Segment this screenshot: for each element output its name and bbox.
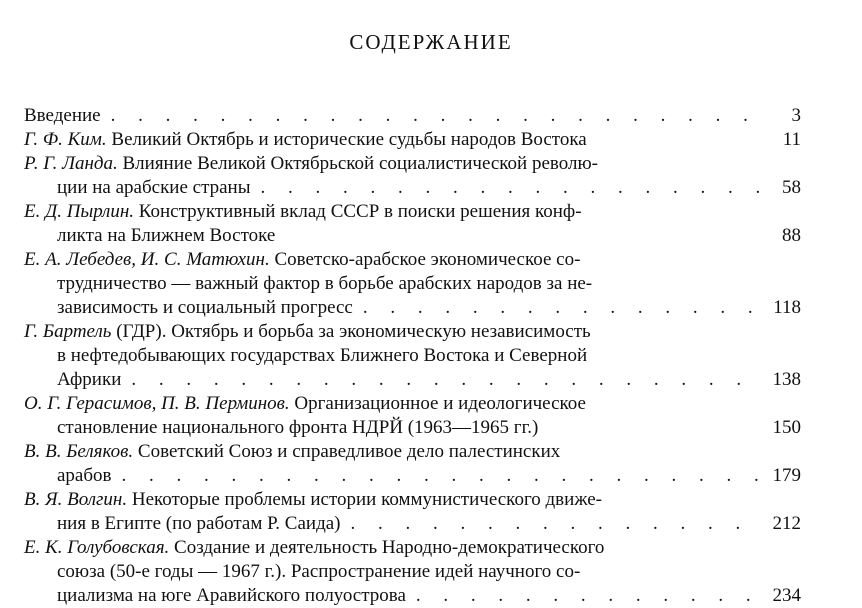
page-number: 3 <box>791 105 801 126</box>
entry-author: В. В. Беляков. <box>24 441 134 462</box>
entry-title-continued: зависимость и социальный прогресс <box>57 297 353 318</box>
toc-entry <box>24 200 801 248</box>
toc-entry <box>24 104 801 128</box>
entry-title: Советско-арабское экономическое со- <box>269 249 581 270</box>
entry-author: В. Я. Волгин. <box>24 489 128 510</box>
dot-leader <box>351 512 764 536</box>
entry-title: Создание и деятельность Народно-демократического <box>169 537 605 558</box>
entry-author: Г. Бартель <box>24 321 112 342</box>
toc-entry <box>24 536 801 608</box>
page-number: 118 <box>773 297 801 318</box>
entry-title-continued: становление национального фронта НДРЙ (1963—1965 гг.) <box>57 417 539 438</box>
toc-entry <box>24 248 801 320</box>
toc-entry <box>24 128 801 152</box>
page-number: 234 <box>772 585 801 606</box>
entry-title-continued: ликта на Ближнем Востоке <box>57 225 276 246</box>
toc-entry <box>24 488 801 536</box>
entry-author: Е. А. Лебедев, И. С. Матюхин. <box>24 249 270 270</box>
entry-title: (ГДР). Октябрь и борьба за экономическую независимость <box>111 321 591 342</box>
page-number: 138 <box>772 369 801 390</box>
entry-title: Некоторые проблемы истории коммунистического движе- <box>127 489 602 510</box>
entry-author: Е. Д. Пырлин. <box>24 201 135 222</box>
entry-title-continued: трудничество — важный фактор в борьбе арабских народов за не- <box>57 273 593 294</box>
page-title: СОДЕРЖАНИЕ <box>349 30 513 54</box>
dot-leader <box>416 584 763 608</box>
table-of-contents <box>24 104 801 608</box>
entry-author: О. Г. Герасимов, П. В. Перминов. <box>24 393 290 414</box>
dot-leader <box>363 296 763 320</box>
page-number: 212 <box>772 513 801 534</box>
page-number: 179 <box>772 465 801 486</box>
entry-title: Советский Союз и справедливое дело палестинских <box>133 441 561 462</box>
entry-title: Влияние Великой Октябрьской социалистической револю- <box>117 153 598 174</box>
entry-title-continued: циализма на юге Аравийского полуострова <box>57 585 406 606</box>
entry-title: Организационное и идеологическое <box>289 393 586 414</box>
page-number: 58 <box>782 177 801 198</box>
dot-leader <box>122 464 763 488</box>
page-number: 88 <box>782 225 801 246</box>
toc-entry <box>24 440 801 488</box>
dot-leader <box>261 176 764 200</box>
entry-title-continued: арабов <box>57 465 112 486</box>
entry-title-continued: в нефтедобывающих государствах Ближнего Востока и Северной <box>57 345 588 366</box>
toc-entry <box>24 320 801 392</box>
entry-title-continued: Африки <box>57 369 122 390</box>
page-number: 11 <box>782 129 801 150</box>
toc-entry <box>24 152 801 200</box>
entry-author: Е. К. Голубовская. <box>24 537 170 558</box>
page-number: 150 <box>772 417 801 438</box>
entry-author: Р. Г. Ланда. <box>24 153 118 174</box>
entry-title-continued: ции на арабские страны <box>57 177 251 198</box>
entry-title: Великий Октябрь и исторические судьбы народов Востока <box>106 129 587 150</box>
dot-leader <box>111 104 763 128</box>
entry-title-continued: ния в Египте (по работам Р. Саида) <box>57 513 341 534</box>
entry-author: Г. Ф. Ким. <box>24 129 107 150</box>
entry-title: Конструктивный вклад СССР в поиски решения конф- <box>134 201 582 222</box>
entry-title: Введение <box>24 105 101 126</box>
dot-leader <box>131 368 763 392</box>
toc-entry <box>24 392 801 440</box>
entry-title-continued: союза (50-е годы — 1967 г.). Распространение идей научного со- <box>57 561 581 582</box>
